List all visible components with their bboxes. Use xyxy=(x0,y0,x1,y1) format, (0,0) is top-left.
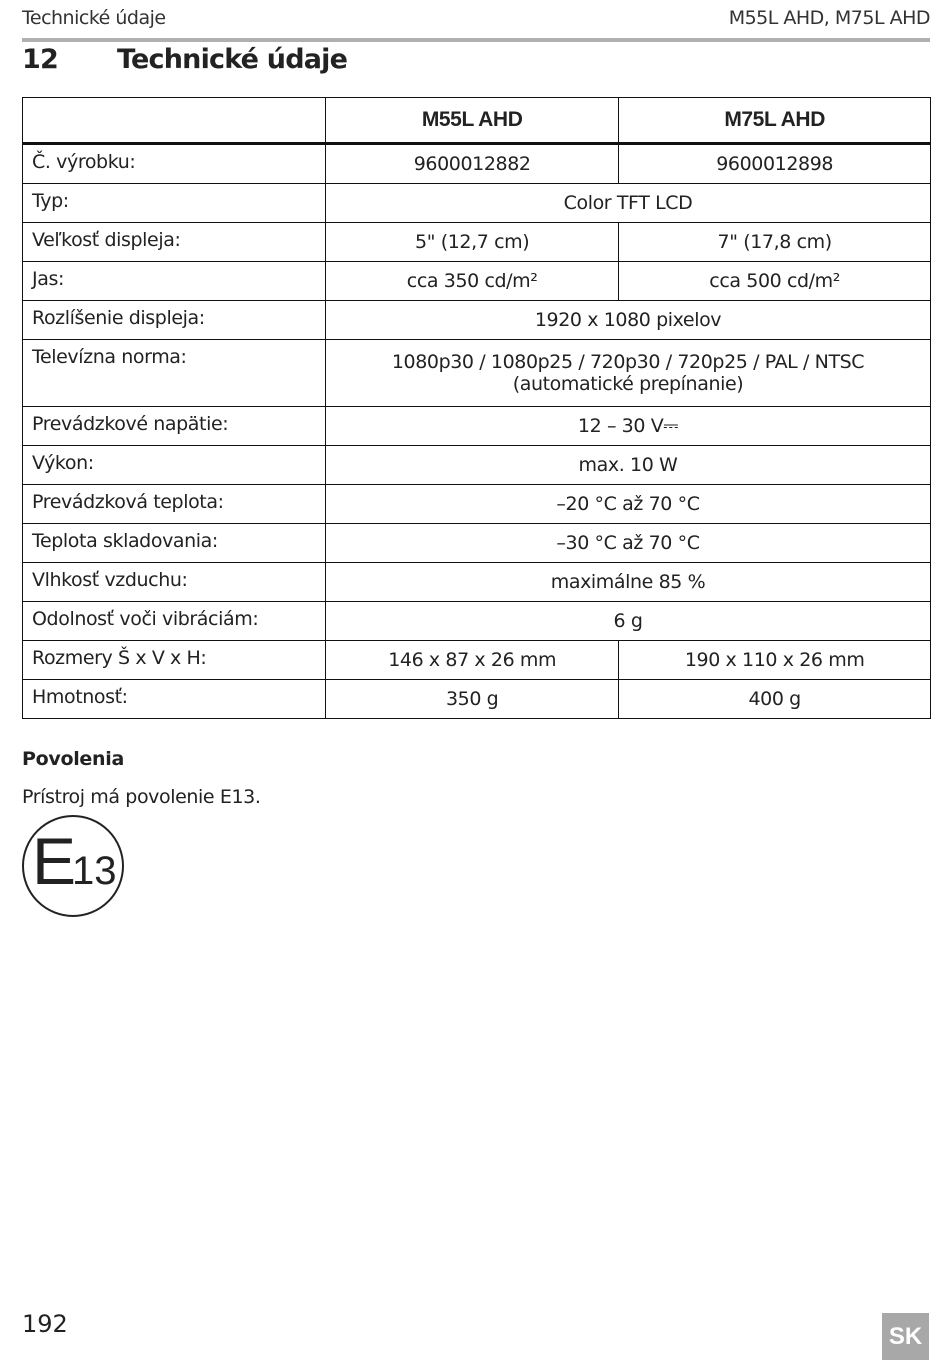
row-label: Odolnosť voči vibráciám: xyxy=(23,602,326,641)
row-label: Výkon: xyxy=(23,446,326,485)
table-row xyxy=(23,446,931,485)
table-row xyxy=(23,184,931,223)
row-value-m55l: 5" (12,7 cm) xyxy=(326,223,619,262)
row-label: Prevádzková teplota: xyxy=(23,485,326,524)
table-row xyxy=(23,524,931,563)
page-number: 192 xyxy=(22,1310,68,1338)
row-value-both xyxy=(326,602,931,641)
value-line: Color TFT LCD xyxy=(563,192,693,214)
row-label: Hmotnosť: xyxy=(23,680,326,719)
e13-letter: E xyxy=(32,824,77,898)
value-line: –30 °C až 70 °C xyxy=(556,532,700,554)
page-title xyxy=(22,44,347,75)
table-row xyxy=(23,340,931,407)
table-row xyxy=(23,301,931,340)
row-value-both xyxy=(326,524,931,563)
value-line: 12 – 30 V⎓ xyxy=(577,415,679,437)
value-line: 1080p30 / 1080p25 / 720p30 / 720p25 / PAL / NTSC xyxy=(391,351,865,373)
row-value-m75l: 400 g xyxy=(619,680,931,719)
column-header-empty xyxy=(23,98,326,144)
row-value-m55l: 9600012882 xyxy=(326,144,619,184)
approvals-heading: Povolenia xyxy=(22,748,124,770)
row-label: Rozlíšenie displeja: xyxy=(23,301,326,340)
section-title: Technické údaje xyxy=(117,44,348,75)
row-label: Prevádzkové napätie: xyxy=(23,407,326,446)
row-value-m55l: 146 x 87 x 26 mm xyxy=(326,641,619,680)
table-row xyxy=(23,144,931,184)
table-row xyxy=(23,223,931,262)
table-row xyxy=(23,485,931,524)
header-rule xyxy=(22,38,930,42)
row-value-both xyxy=(326,340,931,407)
running-header-right: M55L AHD, M75L AHD xyxy=(728,7,930,29)
table-row xyxy=(23,602,931,641)
table-row xyxy=(23,407,931,446)
language-tab: SK xyxy=(882,1313,929,1360)
table-header-row xyxy=(23,98,931,144)
row-value-m75l: 9600012898 xyxy=(619,144,931,184)
row-label: Televízna norma: xyxy=(23,340,326,407)
row-value-m55l: cca 350 cd/m² xyxy=(326,262,619,301)
table-row xyxy=(23,641,931,680)
row-label: Typ: xyxy=(23,184,326,223)
value-line: 1920 x 1080 pixelov xyxy=(534,309,722,331)
row-label: Rozmery Š x V x H: xyxy=(23,641,326,680)
approvals-text: Prístroj má povolenie E13. xyxy=(22,786,261,808)
row-label: Vlhkosť vzduchu: xyxy=(23,563,326,602)
e13-approval-mark xyxy=(22,815,124,917)
e13-number: 13 xyxy=(72,849,117,893)
row-value-both xyxy=(326,446,931,485)
spec-table xyxy=(22,97,931,719)
value-line: 6 g xyxy=(613,610,643,632)
row-label: Veľkosť displeja: xyxy=(23,223,326,262)
value-line-2: (automatické prepínanie) xyxy=(512,373,744,395)
row-value-m75l: cca 500 cd/m² xyxy=(619,262,931,301)
row-label: Č. výrobku: xyxy=(23,144,326,184)
column-header-m75l: M75L AHD xyxy=(619,98,931,144)
table-row xyxy=(23,680,931,719)
row-label: Teplota skladovania: xyxy=(23,524,326,563)
row-value-m75l: 190 x 110 x 26 mm xyxy=(619,641,931,680)
row-value-both xyxy=(326,184,931,223)
running-header-left: Technické údaje xyxy=(22,7,166,29)
row-value-m75l: 7" (17,8 cm) xyxy=(619,223,931,262)
table-row xyxy=(23,262,931,301)
row-value-both xyxy=(326,563,931,602)
value-line: maximálne 85 % xyxy=(550,571,706,593)
row-value-both xyxy=(326,301,931,340)
value-line: max. 10 W xyxy=(578,454,678,476)
table-row xyxy=(23,563,931,602)
row-value-both xyxy=(326,407,931,446)
value-line: –20 °C až 70 °C xyxy=(556,493,700,515)
row-value-m55l: 350 g xyxy=(326,680,619,719)
row-value-both xyxy=(326,485,931,524)
section-number: 12 xyxy=(22,44,58,75)
row-label: Jas: xyxy=(23,262,326,301)
column-header-m55l: M55L AHD xyxy=(326,98,619,144)
